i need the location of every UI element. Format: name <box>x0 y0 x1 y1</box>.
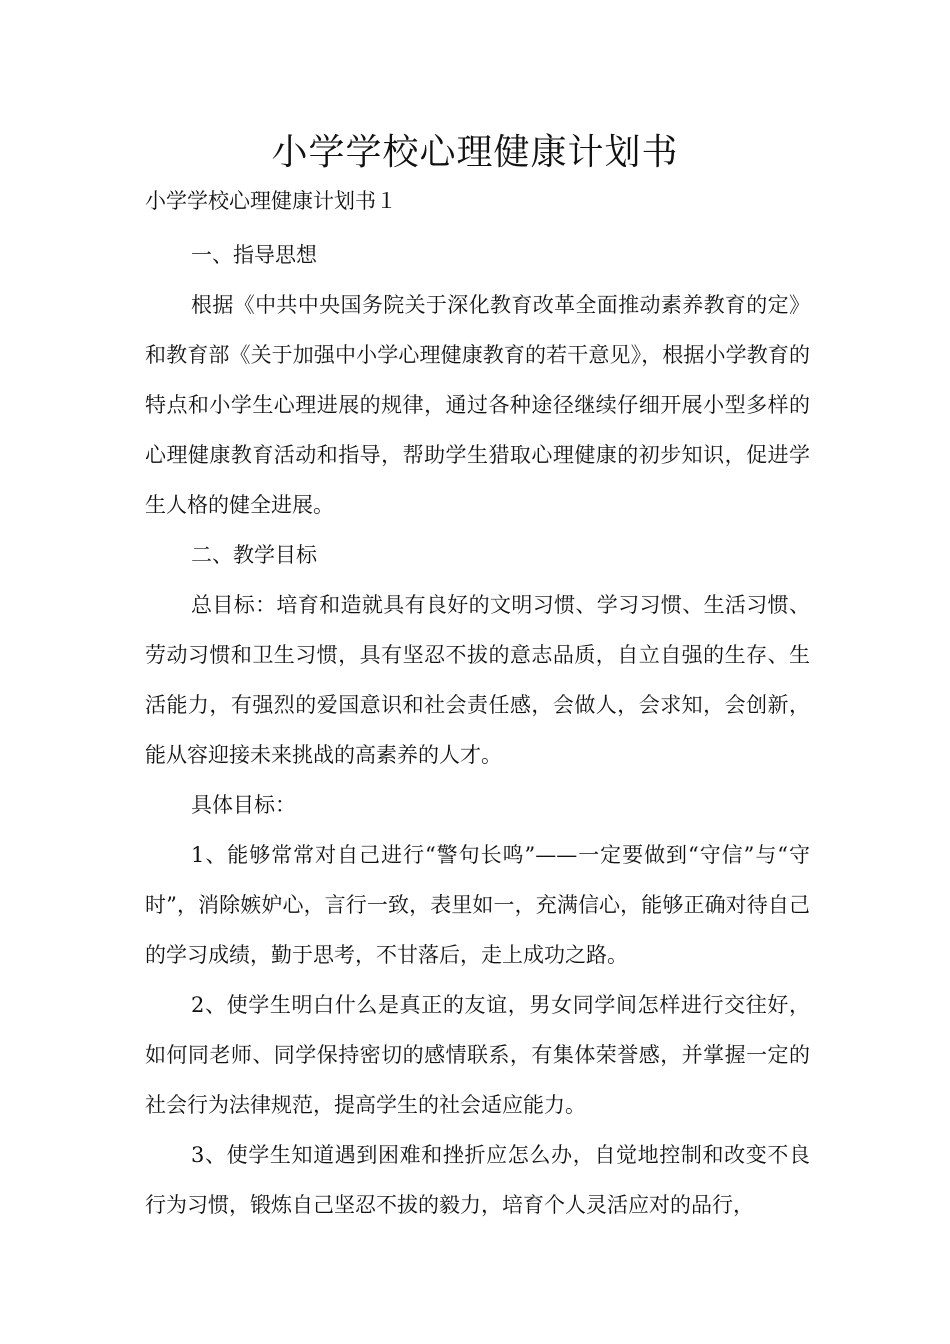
paragraph-overall-goal: 总目标：培育和造就具有良好的文明习惯、学习习惯、生活习惯、劳动习惯和卫生习惯，具有坚忍不拔的意志品质，自立自强的生存、生活能力，有强烈的爱国意识和社会责任感，会做人，会求知，会创新，能从容迎接未来挑战的高素养的人才。 <box>145 593 810 767</box>
document-subtitle: 小学学校心理健康计划书１ <box>145 189 397 213</box>
document-title: 小学学校心理健康计划书 <box>271 132 679 173</box>
section-heading-teaching-goals: 二、教学目标 <box>191 543 317 567</box>
section-heading-guiding-ideology: 一、指导思想 <box>191 243 317 267</box>
paragraph-goal-1: 1、能够常常对自己进行“警句长鸣”——一定要做到“守信”与“守时”，消除嫉妒心，言行一致，表里如一，充满信心，能够正确对待自己的学习成绩，勤于思考，不甘落后，走上成功之路。 <box>145 843 810 967</box>
paragraph-guiding-ideology: 根据《中共中央国务院关于深化教育改革全面推动素养教育的定》和教育部《关于加强中小学心理健康教育的若干意见》，根据小学教育的特点和小学生心理进展的规律，通过各种途径继续仔细开展小型多样的心理健康教育活动和指导，帮助学生猎取心理健康的初步知识，促进学生人格的健全进展。 <box>145 293 810 517</box>
paragraph-goal-3: 3、使学生知道遇到困难和挫折应怎么办，自觉地控制和改变不良行为习惯，锻炼自己坚忍不拔的毅力，培育个人灵活应对的品行， <box>145 1143 810 1217</box>
paragraph-goal-2: 2、使学生明白什么是真正的友谊，男女同学间怎样进行交往好，如何同老师、同学保持密切的感情联系，有集体荣誉感，并掌握一定的社会行为法律规范，提高学生的社会适应能力。 <box>145 993 810 1117</box>
document-body <box>145 230 810 1230</box>
label-specific-goals: 具体目标： <box>191 793 296 817</box>
